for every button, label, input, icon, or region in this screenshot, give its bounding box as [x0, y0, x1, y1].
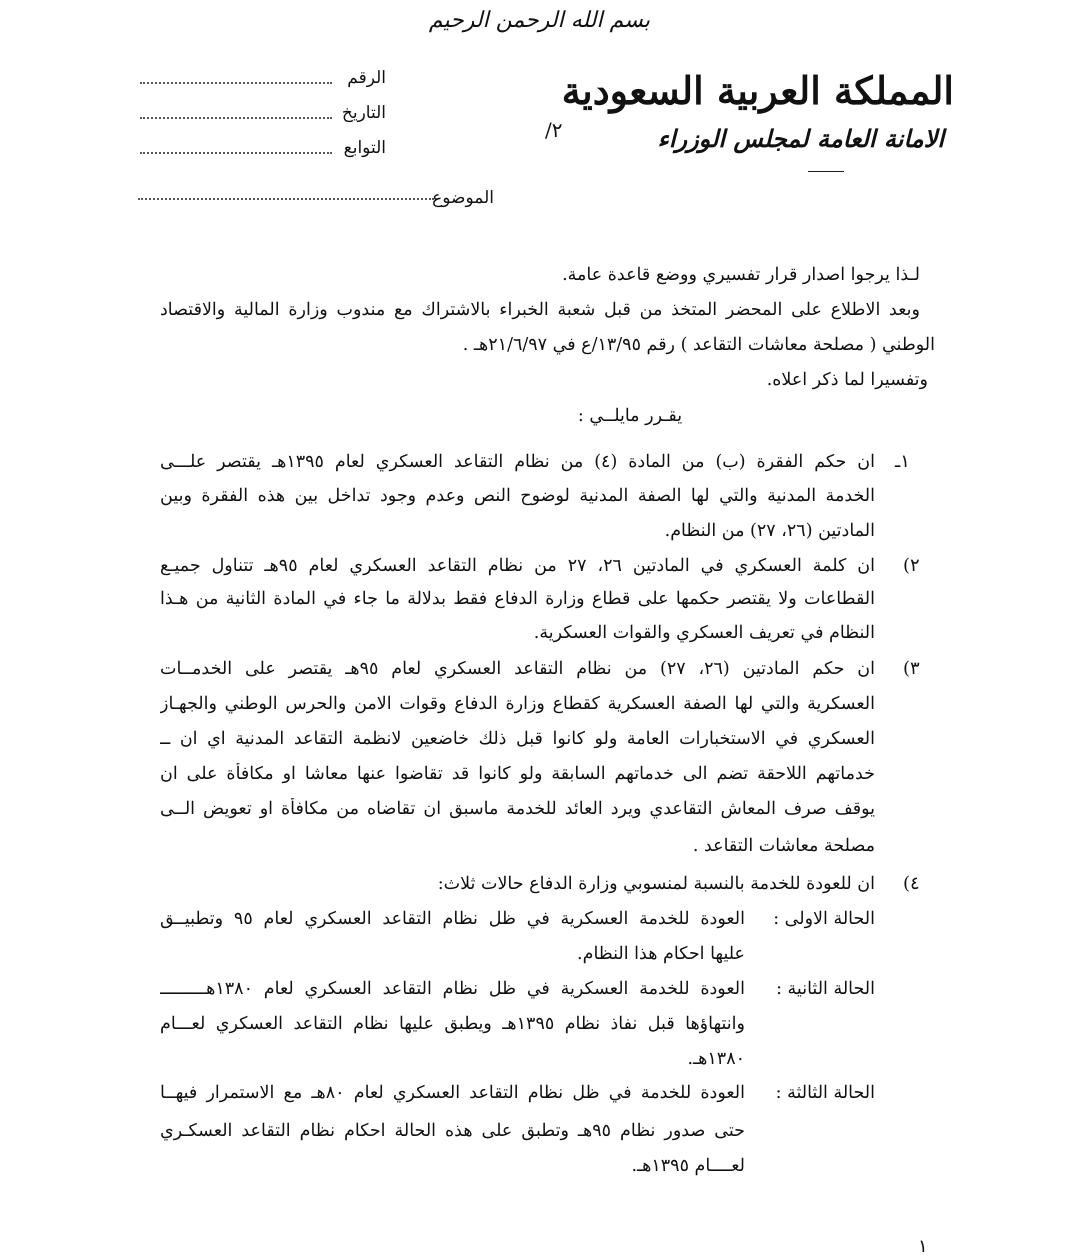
- case-label: الحالة الاولى :: [773, 909, 875, 929]
- case-line: العودة للخدمة في ظل نظام التقاعد العسكري لعام ٨٠هـ مع الاستمرار فيهــا: [160, 1083, 745, 1103]
- case-line: لعــــام ١٣٩٥هـ.: [631, 1156, 745, 1176]
- case-line: العودة للخدمة العسكرية في ظل نظام التقاعد العسكري لعام ٩٥ وتطبيــق: [160, 909, 745, 929]
- case-label: الحالة الثانية :: [776, 979, 875, 999]
- item-line: يوقف صرف المعاش التقاعدي ويرد العائد للخدمة ماسبق ان تقاضاه من مكافأة او تعويض الــى: [160, 799, 875, 819]
- letterhead-secretariat: الامانة العامة لمجلس الوزراء: [657, 124, 944, 153]
- case-label: الحالة الثالثة :: [775, 1083, 875, 1103]
- item-number: ٣): [903, 658, 920, 679]
- subject-label: الموضوع: [432, 188, 494, 208]
- case-line: العودة للخدمة العسكرية في ظل نظام التقاعد العسكري لعام ١٣٨٠هـــــــــ: [160, 979, 745, 999]
- case-line: ١٣٨٠هـ.: [687, 1049, 745, 1069]
- item-number: ٢): [903, 555, 920, 576]
- intro-line: وتفسيرا لما ذكر اعلاه.: [766, 370, 928, 390]
- item-line: خدماتهم اللاحقة تضم الى خدماتهم السابقة ولو كانوا قد تقاضوا عنها معاشا او مكافأة على ان: [160, 764, 875, 784]
- item-line: ان حكم المادتين (٢٦، ٢٧) من نظام التقاعد العسكري لعام ٩٥هـ يقتصر على الخدمــات: [160, 659, 875, 679]
- subject-dotted-line: [138, 198, 434, 200]
- case-line: عليها احكام هذا النظام.: [577, 944, 745, 964]
- page-number: ١: [918, 1236, 928, 1257]
- case-line: حتى صدور نظام ٩٥هـ وتطبق على هذه الحالة احكام نظام التقاعد العسكـري: [160, 1121, 745, 1141]
- item-number: ١ـ: [895, 451, 910, 472]
- item-number: ٤): [903, 873, 920, 894]
- letterhead-rule: [808, 171, 844, 172]
- number-label: الرقم: [347, 68, 386, 88]
- item-line: ان حكم الفقرة (ب) من المادة (٤) من نظام التقاعد العسكري لعام ١٣٩٥هـ يقتصر علـــى: [160, 452, 875, 472]
- date-label: التاريخ: [341, 103, 386, 123]
- attachments-label: التوابع: [343, 138, 386, 158]
- item-line: مصلحة معاشات التقاعد .: [692, 836, 875, 856]
- case-line: وانتهاؤها قبل نفاذ نظام ١٣٩٥هـ ويطبق عليها نظام التقاعد العسكري لعـــام: [160, 1014, 745, 1034]
- intro-line: لـذا يرجوا اصدار قرار تفسيري ووضع قاعدة عامة.: [562, 265, 920, 285]
- item-line: القطاعات ولا يقتصر حكمها على قطاع وزارة الدفاع فقط بدلالة ما جاء في المادة الثانية من هـذا: [160, 589, 875, 609]
- item-line: العسكري في الاستخبارات العامة ولو كانوا قبل ذلك خاضعين لانظمة التقاعد المدنية اي ان ــ: [160, 729, 875, 749]
- bismillah: بسم الله الرحمن الرحيم: [428, 8, 650, 33]
- item-line: العسكرية والتي لها الصفة العسكرية كقطاع وزارة الدفاع وقوات الامن والحرس الوطني والجهـاز: [160, 694, 875, 714]
- decides-heading: يقـرر مايلــي :: [577, 406, 683, 426]
- letterhead-kingdom: المملكة العربية السعودية: [561, 68, 954, 113]
- page-reference: ٢/: [545, 118, 563, 142]
- item-line: ان كلمة العسكري في المادتين ٢٦، ٢٧ من نظام التقاعد العسكري لعام ٩٥هـ تتناول جميـع: [160, 556, 875, 576]
- item-line: النظام في تعريف العسكري والقوات العسكرية.: [533, 623, 875, 643]
- number-dotted-line: [140, 82, 332, 84]
- item-line: الخدمة المدنية والتي لها الصفة المدنية لوضوح النص وعدم وجود تداخل بين هذه الفقرة وبين: [160, 486, 875, 506]
- item-line: ان للعودة للخدمة بالنسبة لمنسوبي وزارة الدفاع حالات ثلاث:: [437, 874, 875, 894]
- item-line: المادتين (٢٦، ٢٧) من النظام.: [664, 521, 875, 541]
- intro-line: وبعد الاطلاع على المحضر المتخذ من قبل شعبة الخبراء بالاشتراك مع مندوب وزارة المالية والاقتصاد: [160, 300, 920, 320]
- date-dotted-line: [140, 117, 332, 119]
- attachments-dotted-line: [140, 152, 332, 154]
- intro-line: الوطني ( مصلحة معاشات التقاعد ) رقم ١٣/٩٥/ع في ٢١/٦/٩٧هـ .: [462, 335, 935, 355]
